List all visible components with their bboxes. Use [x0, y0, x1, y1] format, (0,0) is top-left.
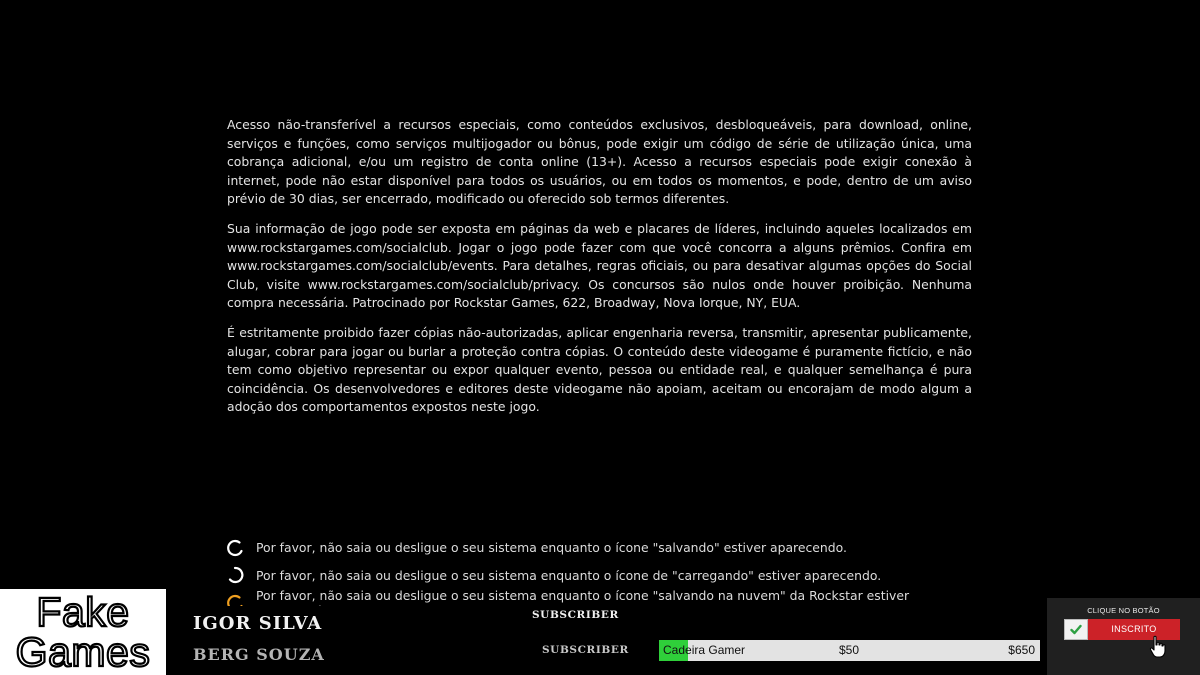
legal-paragraph: Sua informação de jogo pode ser exposta em páginas da web e placares de líderes, incluindo aqueles localizados em www.rockstargames.com/socialclub. Jogar o jogo pode fazer com que você concorra a alguns prêmios. Confira em www.rockstargames.com/socialclub/events. Para detalhes, regras oficiais, ou para desativar algumas opções do Social Club, visite www.rockstargames.com/socialclub/privacy. Os concursos são nulos onde houver proibição. Nenhuma compra necessária. Patrocinado por Rockstar Games, 622, Broadway, Nova Iorque, NY, EUA.	[227, 220, 972, 311]
legal-text-block	[227, 116, 972, 428]
saving-spinner-icon	[226, 539, 244, 557]
notice-text: Por favor, não saia ou desligue o seu sistema enquanto o ícone "salvando" estiver aparecendo.	[256, 540, 847, 556]
notice-text: Por favor, não saia ou desligue o seu sistema enquanto o ícone "salvando na nuvem" da Rockstar estiver	[256, 587, 910, 603]
donation-goal-bar	[659, 640, 1040, 661]
goal-name: Cadeira Gamer	[663, 643, 746, 657]
goal-current-amount: $50	[839, 643, 860, 657]
logo-line-1: Fake	[36, 589, 130, 635]
notice-saving	[226, 534, 986, 562]
system-notices	[226, 534, 986, 617]
goal-target-amount: $650	[1008, 643, 1035, 657]
legal-paragraph: Acesso não-transferível a recursos especiais, como conteúdos exclusivos, desbloqueáveis, para download, online, serviços e funções, como serviços multijogador ou bônus, pode exigir um código de série de utilização única, uma cobrança adicional, e/ou um registro de conta online (13+). Acesso a recursos especiais pode exigir conexão à internet, pode não estar disponível para todos os usuários, ou em todos os momentos, e pode, dentro de um aviso prévio de 30 dias, ser encerrado, modificado ou oferecido sob termos diferentes.	[227, 117, 972, 207]
loading-spinner-icon	[226, 566, 244, 584]
subscriber-name-1: IGOR SILVA	[193, 613, 323, 634]
notice-loading	[226, 562, 986, 590]
subscribe-button[interactable]: INSCRITO	[1088, 619, 1180, 640]
subscriber-name-2: BERG SOUZA	[193, 645, 325, 664]
subscriber-label-1: SUBSCRIBER	[532, 609, 619, 621]
checkmark-icon	[1070, 624, 1082, 635]
legal-paragraph: É estritamente proibido fazer cópias não-autorizadas, aplicar engenharia reversa, transmitir, apresentar publicamente, alugar, cobrar para jogar ou burlar a proteção contra cópias. O conteúdo deste videogame é puramente fictício, e não tem como objetivo representar ou expor qualquer evento, pessoa ou entidade real, e qualquer semelhança é pura coincidência. Os desenvolvedores e editores deste videogame não apoiam, aceitam ou encorajam de modo algum a adoção dos comportamentos expostos neste jogo.	[227, 324, 972, 415]
hand-pointer-icon	[1148, 635, 1168, 659]
click-hint-text: CLIQUE NO BOTÃO	[1087, 606, 1160, 615]
notice-text: Por favor, não saia ou desligue o seu sistema enquanto o ícone de "carregando" estiver aparecendo.	[256, 567, 882, 583]
subscribe-widget	[1047, 598, 1200, 675]
logo-line-2: Games	[15, 629, 151, 675]
subscriber-label-2: SUBSCRIBER	[542, 644, 629, 656]
subscribed-check	[1064, 619, 1088, 640]
channel-logo	[0, 589, 166, 675]
